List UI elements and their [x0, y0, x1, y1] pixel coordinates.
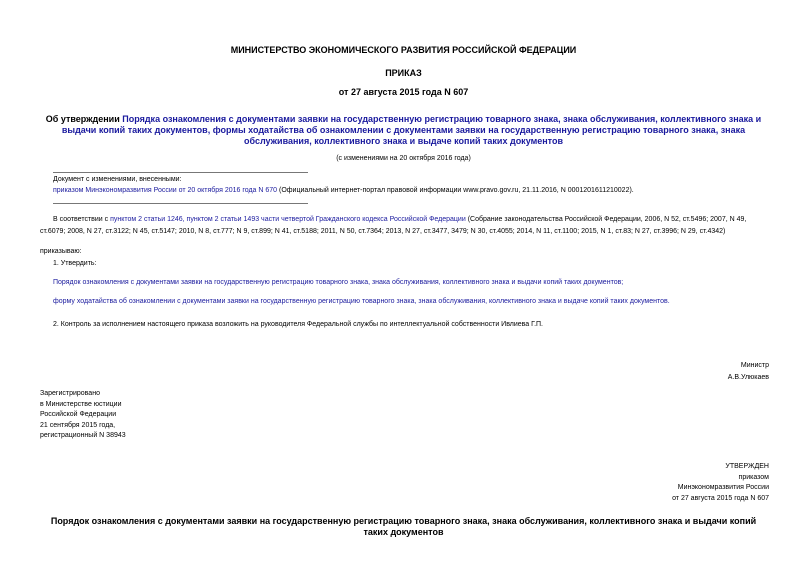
divider-bottom	[53, 203, 308, 204]
title-prefix: Об утверждении	[45, 114, 123, 124]
preamble-link[interactable]: пунктом 2 статьи 1246, пунктом 2 статьи 1493 части четвертой Гражданского кодекса Российской Федерации	[110, 216, 466, 223]
approved-block	[672, 462, 769, 504]
changes-link[interactable]: приказом Минэкономразвития России от 20 октября 2016 года N 670	[53, 187, 278, 194]
registration-line: в Министерстве юстиции	[40, 400, 122, 408]
item-2: 2. Контроль за исполнением настоящего приказа возложить на руководителя Федеральной службы по интеллектуальной собственности Ивлиева Г.П.	[53, 321, 543, 328]
form-link[interactable]: форму ходатайства об ознакомлении с документами заявки на государственную регистрацию товарного знака, знака обслуживания, коллективного знака и выдаче копий таких документов.	[53, 298, 670, 305]
registration-block	[40, 389, 126, 442]
approved-line: приказом	[738, 473, 769, 481]
title-link[interactable]: Порядка ознакомления с документами заявки на государственную регистрацию товарного знака, знака обслуживания, коллективного знака и выдачи копий таких документов, формы ходатайства об ознакомлении с документами заявки на государственную регистрацию товарного знака, знака обслуживания, коллективного знака и выдаче копий таких документов	[61, 114, 762, 146]
amended-note: (с изменениями на 20 октября 2016 года)	[336, 155, 471, 162]
order-word: приказываю:	[40, 248, 82, 255]
ministry-heading: МИНИСТЕРСТВО ЭКОНОМИЧЕСКОГО РАЗВИТИЯ РОССИЙСКОЙ ФЕДЕРАЦИИ	[230, 45, 577, 55]
procedure-title: Порядок ознакомления с документами заявки на государственную регистрацию товарного знака, знака обслуживания, коллективного знака и выдачи копий таких документов	[50, 516, 757, 537]
preamble-prefix: В соответствии с	[53, 216, 111, 223]
divider-top	[53, 172, 308, 173]
signature-position: Министр	[740, 362, 769, 369]
approved-line: от 27 августа 2015 года N 607	[672, 494, 769, 502]
approved-line: УТВЕРЖДЕН	[725, 463, 769, 470]
preamble	[40, 214, 767, 238]
approve-link-form	[53, 296, 670, 308]
registration-line: Российской Федерации	[40, 411, 117, 418]
procedure-link[interactable]: Порядок ознакомления с документами заявки на государственную регистрацию товарного знака, знака обслуживания, коллективного знака и выдачи копий таких документов;	[53, 279, 624, 286]
changes-heading: Документ с изменениями, внесенными:	[53, 176, 182, 183]
approve-link-procedure	[53, 277, 623, 289]
document-title	[40, 114, 767, 147]
registration-line: Зарегистрировано	[40, 390, 100, 397]
registration-line: 21 сентября 2015 года,	[40, 421, 116, 429]
changes-line	[53, 185, 634, 197]
signature-name: А.В.Улюкаев	[727, 374, 769, 381]
preamble-tail: (Собрание законодательства Российской Федерации, 2006, N 52, ст.5496; 2007, N 49, ст.6079; 2008, N 27, ст.3122; N 45, ст.5147; 2010, N 8, ст.777; N 9, ст.899; N 41, ст.5188; 2011, N 50, ст.7364; 2013, N 27, ст.3477, 3479; N 30, ст.4055; 2014, N 11, ст.1100; 2015, N 1, ст.83; N 27, ст.3996; N 29, ст.4342)	[40, 216, 747, 235]
signature-block	[728, 360, 769, 384]
registration-line: регистрационный N 38943	[40, 432, 126, 439]
doc-type-heading: ПРИКАЗ	[385, 68, 422, 78]
changes-tail: (Официальный интернет-портал правовой информации www.pravo.gov.ru, 21.11.2016, N 0001201611210022).	[277, 187, 634, 194]
approved-line: Минэкономразвития России	[677, 484, 769, 491]
item-1: 1. Утвердить:	[53, 260, 97, 267]
doc-date-number: от 27 августа 2015 года N 607	[338, 87, 469, 97]
